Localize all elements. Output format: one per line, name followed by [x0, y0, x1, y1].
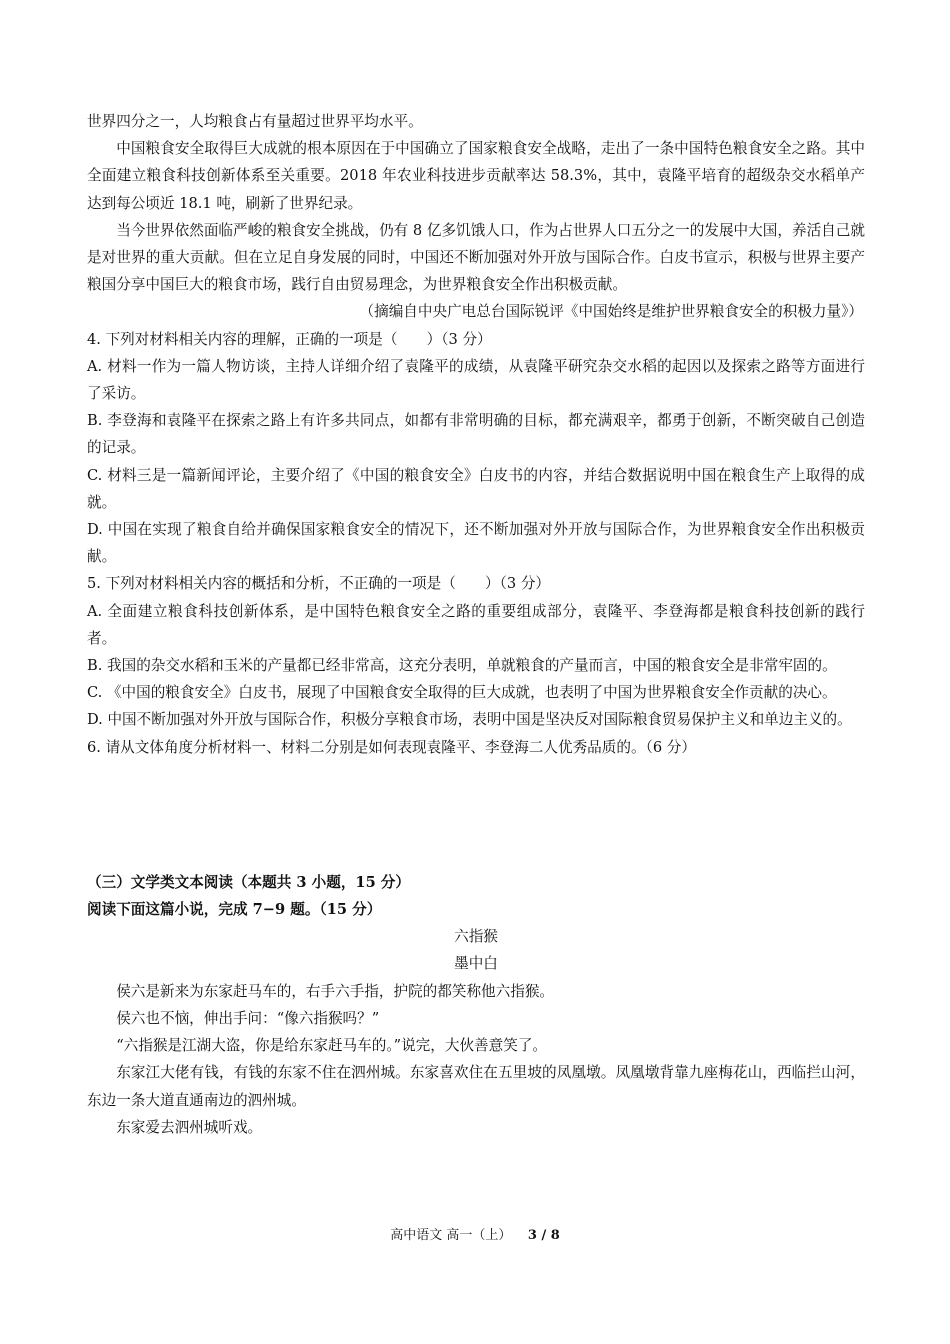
story-paragraph: 侯六也不恼，伸出手问：“像六指猴吗？” — [116, 1009, 380, 1027]
question-4-option-b: B. 李登海和袁隆平在探索之路上有许多共同点，如都有非常明确的目标，都充满艰辛，都勇于创新，不断突破自己创造的记录。 — [87, 412, 865, 457]
answer-space — [87, 761, 865, 869]
question-5-option-d: D. 中国不断加强对外开放与国际合作，积极分享粮食市场，表明中国是坚决反对国际粮食贸易保护主义和单边主义的。 — [87, 711, 852, 729]
page-number: 3 / 8 — [527, 1228, 560, 1243]
story-paragraph: 东家江大佬有钱，有钱的东家不住在泗州城。东家喜欢住在五里坡的凤凰墩。凤凰墩背靠九座梅花山，西临拦山河，东边一条大道直通南边的泗州城。 — [87, 1064, 865, 1109]
material-paragraph: 中国粮食安全取得巨大成就的根本原因在于中国确立了国家粮食安全战略，走出了一条中国特色粮食安全之路。其中全面建立粮食科技创新体系至关重要。2018 年农业科技进步贡献率达 58.3%，其中，袁隆平培育的超级杂交水稻单产达到每公顷近 18.1 吨，刷新了世界纪录。 — [87, 140, 865, 212]
question-5-option-a: A. 全面建立粮食科技创新体系，是中国特色粮食安全之路的重要组成部分，袁隆平、李登海都是粮食科技创新的践行者。 — [87, 602, 865, 647]
story-title: 六指猴 — [454, 928, 498, 946]
story-paragraph: 侯六是新来为东家赶马车的，右手六手指，护院的都笑称他六指猴。 — [116, 982, 555, 1000]
section-heading: （三）文学类文本阅读（本题共 3 小题，15 分） — [87, 873, 410, 891]
question-4-option-d: D. 中国在实现了粮食自给并确保国家粮食安全的情况下，还不断加强对外开放与国际合作，为世界粮食安全作出积极贡献。 — [87, 521, 865, 566]
material-paragraph: 世界四分之一，人均粮食占有量超过世界平均水平。 — [87, 113, 423, 130]
question-6-stem: 6. 请从文体角度分析材料一、材料二分别是如何表现袁隆平、李登海二人优秀品质的。（6 分） — [87, 738, 696, 756]
question-5-option-b: B. 我国的杂交水稻和玉米的产量都已经非常高，这充分表明，单就粮食的产量而言，中国的粮食安全是非常牢固的。 — [87, 657, 837, 675]
footer-label: 高中语文 高一（上） — [390, 1228, 512, 1243]
question-5-option-c: C. 《中国的粮食安全》白皮书，展现了中国粮食安全取得的巨大成就，也表明了中国为世界粮食安全作贡献的决心。 — [87, 684, 837, 702]
page-body — [87, 108, 865, 1141]
story-paragraph: 东家爱去泗州城听戏。 — [116, 1118, 263, 1136]
question-4-option-c: C. 材料三是一篇新闻评论，主要介绍了《中国的粮食安全》白皮书的内容，并结合数据说明中国在粮食生产上取得的成就。 — [87, 466, 865, 511]
question-4-stem: 4. 下列对材料相关内容的理解，正确的一项是（ ）（3 分） — [87, 330, 492, 348]
question-5-stem: 5. 下列对材料相关内容的概括和分析，不正确的一项是（ ）（3 分） — [87, 575, 551, 593]
story-author: 墨中白 — [454, 955, 498, 973]
material-paragraph: 当今世界依然面临严峻的粮食安全挑战，仍有 8 亿多饥饿人口，作为占世界人口五分之一的发展中大国，养活自己就是对世界的重大贡献。但在立足自身发展的同时，中国还不断加强对外开放与国际合作。白皮书宣示，积极与世界主要产粮国分享中国巨大的粮食市场，践行自由贸易理念，为世界粮食安全作出积极贡献。 — [87, 221, 865, 294]
section-instruction: 阅读下面这篇小说，完成 7−9 题。（15 分） — [87, 901, 382, 919]
material-source: （摘编自中央广电总台国际锐评《中国始终是维护世界粮食安全的积极力量》） — [359, 303, 863, 321]
question-4-option-a: A. 材料一作为一篇人物访谈，主持人详细介绍了袁隆平的成绩，从袁隆平研究杂交水稻的起因以及探索之路等方面进行了采访。 — [87, 357, 865, 403]
page-footer — [0, 1226, 950, 1246]
story-paragraph: “六指猴是江湖大盗，你是给东家赶马车的。”说完，大伙善意笑了。 — [116, 1037, 548, 1055]
